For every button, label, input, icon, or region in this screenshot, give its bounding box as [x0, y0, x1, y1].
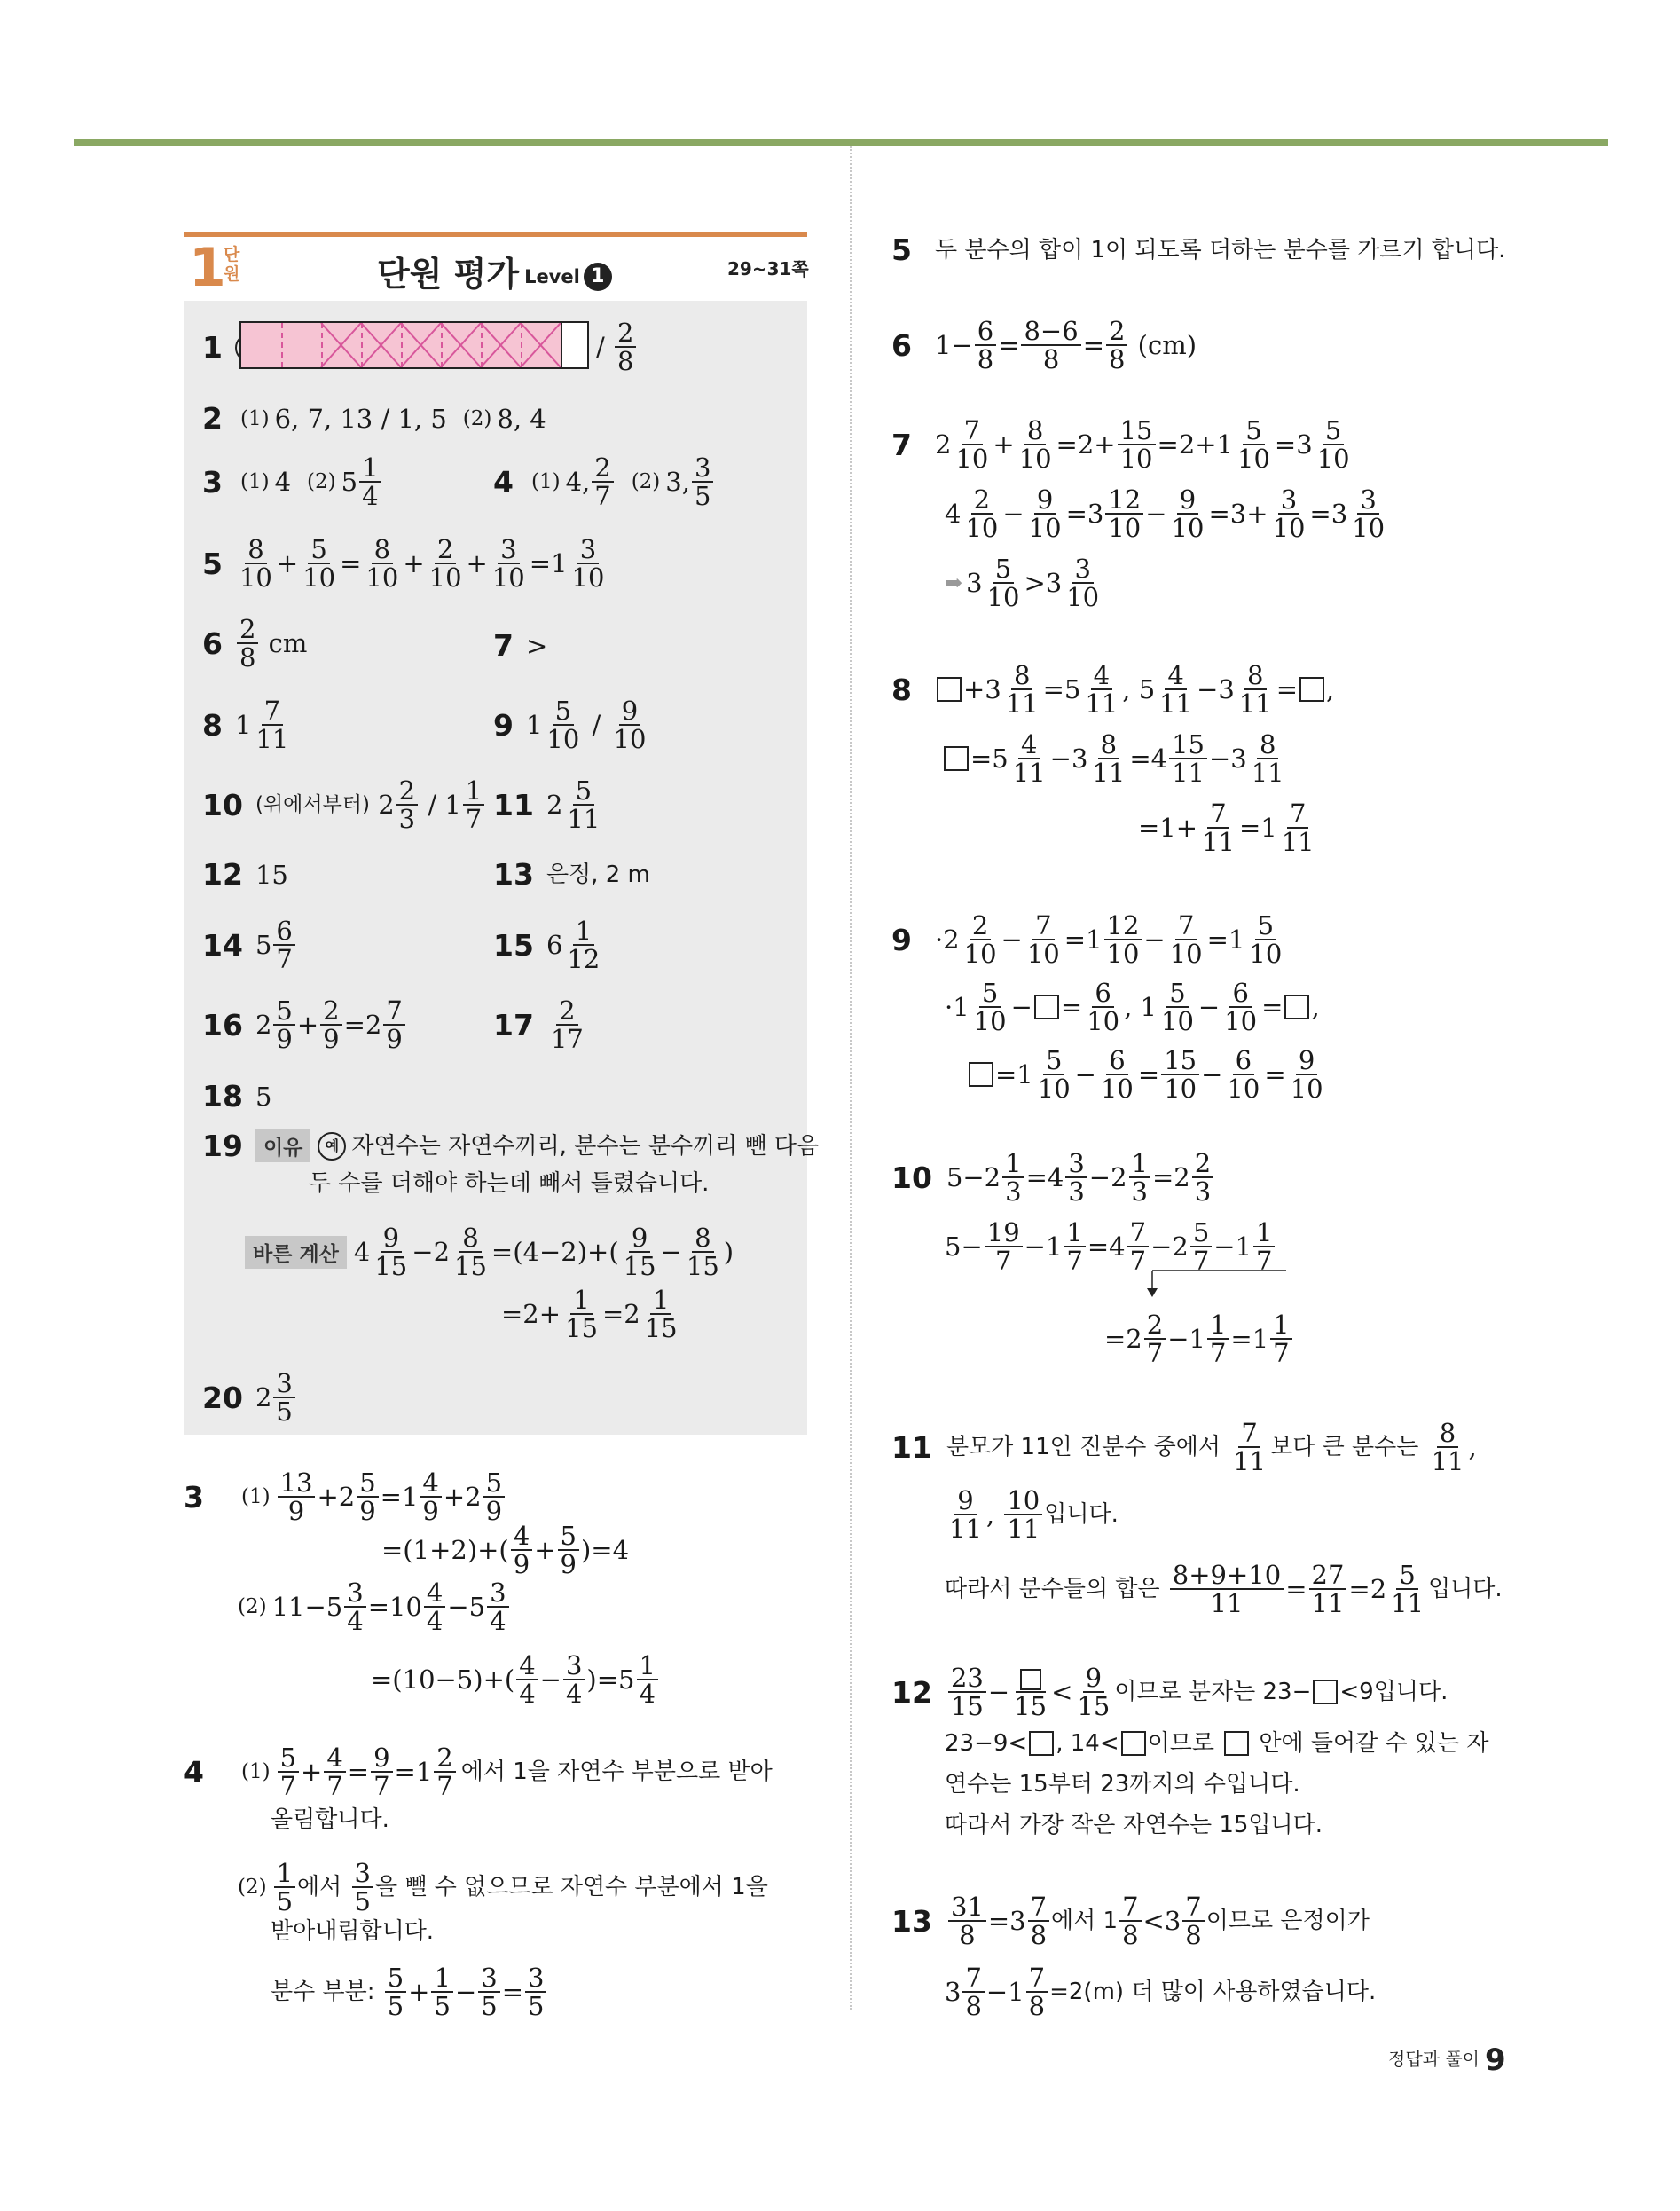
fraction: $\frac{3}{10}$ [1352, 484, 1386, 544]
solution-9-line3: =1 $\frac{5}{10}$ − $\frac{6}{10}$ = $\frac{15}{10}$ − $\frac{6}{10}$ = $\frac{9}{10}$ [967, 1047, 1328, 1103]
summary-q19-reason-line2: 두 수를 더해야 하는데 빼서 틀렸습니다. [309, 1170, 710, 1197]
regroup-bracket [1140, 1269, 1291, 1301]
solution-8-line2: =5 $\frac{4}{11}$ −3 $\frac{8}{11}$ =4 $\frac{15}{11}$ −3 $\frac{8}{11}$ [942, 731, 1289, 787]
fraction: $\frac{5}{9}$ [483, 1469, 505, 1525]
fraction: $\frac{6}{10}$ [1100, 1045, 1134, 1105]
summary-q16: 16 2 $\frac{5}{9}$ + $\frac{2}{9}$ = 2 $\frac{7}{9}$ [202, 997, 407, 1053]
fraction: $\frac{8}{10}$ [239, 534, 272, 594]
fraction-bar-model [239, 321, 589, 369]
fraction: $\frac{6}{10}$ [1224, 978, 1258, 1037]
fraction: $\frac{3}{3}$ [1065, 1150, 1087, 1206]
solution-9-line2: ·1 $\frac{5}{10}$ − = $\frac{6}{10}$ , 1 $\frac{5}{10}$ − $\frac{6}{10}$ = , [945, 978, 1320, 1037]
summary-q18: 18 5 [202, 1079, 272, 1113]
blank-box [1313, 1680, 1338, 1704]
unit-label: 단원 [224, 245, 240, 284]
level-label: Level [524, 265, 580, 287]
fraction: $\frac{5}{10}$ [973, 978, 1007, 1037]
blank-box [944, 746, 969, 771]
solution-12-line3: 연수는 15부터 23까지의 수입니다. [945, 1771, 1300, 1798]
summary-q7: 7 > [493, 628, 548, 663]
page-range: 29~31쪽 [727, 258, 809, 279]
solution-4-line3: (2) $\frac{1}{5}$ 에서 $\frac{3}{5}$ 을 뺄 수 없으므로 자연수 부분에서 1을 [238, 1858, 768, 1917]
fraction: $\frac{9}{11}$ [949, 1485, 982, 1545]
fraction: $\frac{2}{17}$ [550, 995, 584, 1055]
fraction: $\frac{8}{11}$ [1431, 1418, 1464, 1477]
summary-q15: 15 6 $\frac{1}{12}$ [493, 917, 604, 973]
fraction: $\frac{6}{10}$ [1227, 1045, 1260, 1105]
summary-q14: 14 5 $\frac{6}{7}$ [202, 917, 297, 973]
fraction: $\frac{2}{10}$ [965, 484, 999, 544]
fraction: $\frac{3}{5}$ [692, 454, 713, 510]
solution-5: 5 두 분수의 합이 1이 되도록 더하는 분수를 가르기 합니다. [891, 232, 1506, 267]
fraction: $\frac{3}{10}$ [1066, 554, 1100, 613]
right-arrow-icon: ➡ [945, 570, 963, 596]
fraction: $\frac{5}{7}$ [278, 1744, 299, 1800]
summary-q9: 9 1 $\frac{5}{10}$ / $\frac{9}{10}$ [493, 697, 650, 753]
fraction: $\frac{3}{4}$ [487, 1579, 508, 1635]
blank-box [1299, 677, 1324, 702]
solution-9-line1: 9 ·2 $\frac{2}{10}$ − $\frac{7}{10}$ =1 $\frac{12}{10}$ − $\frac{7}{10}$ =1 $\frac{5}{10}$ [891, 912, 1286, 968]
summary-q1-answer: / $\frac{2}{8}$ [596, 319, 638, 375]
fraction: $\frac{8}{11}$ [1005, 660, 1039, 720]
fraction: $\frac{1}{15}$ [565, 1285, 598, 1344]
solution-6: 6 1− $\frac{6}{8}$ = $\frac{8-6}{8}$ = $\frac{2}{8}$ (cm) [891, 316, 1197, 375]
fraction: $\frac{1}{7}$ [1253, 1219, 1275, 1275]
fraction: $\frac{2}{3}$ [396, 777, 418, 833]
fraction: $\frac{2}{10}$ [428, 534, 462, 594]
fraction: $\frac{7}{7}$ [1127, 1219, 1149, 1275]
level-badge: 1 [584, 263, 612, 291]
summary-q12: 12 15 [202, 857, 288, 892]
solution-3-line2: =(1+2)+( $\frac{4}{9}$ + $\frac{5}{9}$ )=4 [381, 1521, 630, 1580]
fraction: $\frac{7}{11}$ [1202, 799, 1235, 858]
blank-box [969, 1062, 993, 1087]
fraction: $\frac{6}{10}$ [1087, 978, 1120, 1037]
fraction: $\frac{7}{9}$ [383, 997, 404, 1053]
fraction: $\frac{1}{5}$ [431, 1964, 452, 2020]
fraction: $\frac{9}{10}$ [1171, 484, 1205, 544]
summary-q19: 19 이유 예 자연수는 자연수끼리, 분수는 분수끼리 뺀 다음 [202, 1129, 820, 1163]
solution-12-line1: 12 $\frac{23}{15}$ − 15 < $\frac{9}{15}$ 이므로 분자는 23− <9입니다. [891, 1663, 1448, 1722]
fraction: $\frac{9}{10}$ [613, 696, 647, 755]
cross-marks [241, 323, 587, 367]
summary-q13: 13 은정, 2 m [493, 857, 650, 892]
fraction: $\frac{5}{10}$ [1249, 910, 1283, 970]
blank-box [1284, 995, 1309, 1019]
fraction: $\frac{10}{11}$ [1004, 1487, 1042, 1543]
footer-label: 정답과 풀이 [1388, 2048, 1480, 2070]
fraction: $\frac{8}{15}$ [686, 1223, 719, 1282]
fraction: $\frac{2}{9}$ [320, 997, 341, 1053]
fraction: $\frac{1}{7}$ [1207, 1311, 1229, 1367]
fraction: $\frac{1}{3}$ [1002, 1150, 1024, 1206]
fraction: $\frac{8}{15}$ [454, 1223, 487, 1282]
fraction: $\frac{9}{15}$ [623, 1223, 656, 1282]
fraction: $\frac{9}{10}$ [1290, 1045, 1323, 1105]
solution-4-line1: 4 (1) $\frac{5}{7}$ + $\frac{4}{7}$ = $\frac{9}{7}$ =1 $\frac{2}{7}$ 에서 1을 자연수 부분으로 받아 [184, 1743, 773, 1802]
summary-q11: 11 2 $\frac{5}{11}$ [493, 777, 604, 833]
fraction: $\frac{7}{10}$ [1169, 910, 1203, 970]
fraction: $\frac{7}{10}$ [955, 415, 989, 475]
summary-q6: 6 $\frac{2}{8}$ cm [202, 614, 308, 673]
fraction: $\frac{4}{4}$ [424, 1579, 445, 1635]
fraction: $\frac{31}{8}$ [948, 1893, 986, 1949]
blank-box [1121, 1731, 1146, 1756]
summary-q10: 10 (위에서부터) 2 $\frac{2}{3}$ / 1 $\frac{1}{7}$ [202, 777, 486, 833]
solution-12-line2: 23−9< , 14< 이므로 안에 들어갈 수 있는 자 [945, 1730, 1489, 1757]
summary-q19-calc-line2: =2+ $\frac{1}{15}$ =2 $\frac{1}{15}$ [501, 1286, 682, 1342]
fraction: $\frac{3}{10}$ [571, 534, 605, 594]
fraction: $\frac{8}{11}$ [1092, 729, 1126, 789]
box-title: 단원 평가 Level 1 [377, 247, 612, 295]
fraction: $\frac{4}{11}$ [1159, 660, 1193, 720]
fraction: $\frac{3}{10}$ [491, 534, 525, 594]
fraction: $\frac{5}{5}$ [385, 1964, 406, 2020]
fraction: $\frac{3}{10}$ [1272, 484, 1306, 544]
fraction: $\frac{13}{9}$ [278, 1469, 316, 1525]
fraction: $\frac{5}{10}$ [1037, 1045, 1071, 1105]
summary-q5: 5 $\frac{8}{10}$ + $\frac{5}{10}$ = $\frac{8}{10}$ + $\frac{2}{10}$ + $\frac{3}{10}$ = 1 $\frac{3}{10}$ [202, 536, 608, 592]
summary-q19-calc: 바른 계산 4 $\frac{9}{15}$ − 2 $\frac{8}{15}$ =(4−2)+( $\frac{9}{15}$ − $\frac{8}{15}$ ) [245, 1224, 734, 1280]
fraction: $\frac{7}{8}$ [962, 1964, 984, 2020]
solution-11-line3: 따라서 분수들의 합은 $\frac{8+9+10}{11}$ = $\frac{27}{11}$ =2 $\frac{5}{11}$ 입니다. [945, 1560, 1503, 1619]
fraction: $\frac{5}{10}$ [986, 554, 1020, 613]
column-divider [850, 146, 852, 2010]
fraction: $\frac{1}{15}$ [644, 1285, 678, 1344]
solution-7-line3: ➡ 3 $\frac{5}{10}$ >3 $\frac{3}{10}$ [945, 555, 1103, 611]
fraction: $\frac{8}{11}$ [1251, 729, 1284, 789]
solution-10-line2: 5− $\frac{19}{7}$ −1 $\frac{1}{7}$ =4 $\frac{7}{7}$ −2 $\frac{5}{7}$ −1 $\frac{1}{7}$ [945, 1219, 1276, 1275]
fraction: $\frac{5}{10}$ [1316, 415, 1350, 475]
fraction: $\frac{23}{15}$ [948, 1664, 986, 1720]
calc-tag: 바른 계산 [245, 1236, 347, 1269]
fraction: $\frac{2}{7}$ [592, 454, 613, 510]
fraction: $\frac{7}{8}$ [1119, 1893, 1141, 1949]
fraction: $\frac{15}{10}$ [1118, 417, 1156, 473]
fraction: $\frac{5}{9}$ [273, 997, 294, 1053]
unit-number: 1 [189, 237, 226, 299]
fraction: $\frac{3}{5}$ [525, 1964, 546, 2020]
blank-box [937, 677, 962, 702]
fraction: $\frac{2}{7}$ [434, 1744, 455, 1800]
solution-10-line1: 10 5−2 $\frac{1}{3}$ =4 $\frac{3}{3}$ −2 $\frac{1}{3}$ =2 $\frac{2}{3}$ [891, 1150, 1215, 1206]
fraction: $\frac{7}{8}$ [1182, 1893, 1204, 1949]
fraction: $\frac{8}{11}$ [1238, 660, 1272, 720]
fraction: $\frac{5}{10}$ [1161, 978, 1194, 1037]
solution-3-line4: =(10−5)+( $\frac{4}{4}$ − $\frac{3}{4}$ )=5 $\frac{1}{4}$ [371, 1652, 660, 1708]
fraction: $\frac{5}{11}$ [1391, 1560, 1425, 1619]
fraction: $\frac{8-6}{8}$ [1021, 318, 1080, 374]
fraction: $\frac{2}{8}$ [1106, 318, 1127, 374]
summary-q1: 1 [202, 330, 269, 365]
fraction: $\frac{1}{3}$ [1129, 1150, 1150, 1206]
fraction: $\frac{7}{8}$ [1026, 1964, 1048, 2020]
fraction: $\frac{1}{7}$ [1270, 1311, 1291, 1367]
fraction: $\frac{27}{11}$ [1309, 1562, 1347, 1617]
summary-q4: 4 (1) 4, $\frac{2}{7}$ (2) 3, $\frac{3}{5}$ [493, 454, 715, 510]
fraction: $\frac{9}{7}$ [371, 1744, 392, 1800]
fraction: $\frac{5}{10}$ [302, 534, 336, 594]
fraction: $\frac{7}{8}$ [1028, 1893, 1049, 1949]
fraction: $\frac{15}{10}$ [1161, 1047, 1199, 1103]
blank-box [1029, 1731, 1054, 1756]
fraction: $\frac{9}{15}$ [1077, 1663, 1111, 1722]
summary-q17: 17 $\frac{2}{17}$ [493, 997, 588, 1053]
solution-11-line1: 11 분모가 11인 진분수 중에서 $\frac{7}{11}$ 보다 큰 분수는 $\frac{8}{11}$ , [891, 1418, 1477, 1477]
fraction: $\frac{19}{7}$ [985, 1219, 1023, 1275]
solution-7-line1: 7 2 $\frac{7}{10}$ + $\frac{8}{10}$ =2+ $\frac{15}{10}$ =2+1 $\frac{5}{10}$ =3 $\frac{5}{10}$ [891, 417, 1354, 473]
solution-13-line1: 13 $\frac{31}{8}$ =3 $\frac{7}{8}$ 에서 1 $\frac{7}{8}$ <3 $\frac{7}{8}$ 이므로 은정이가 [891, 1892, 1370, 1951]
fraction: $\frac{7}{11}$ [255, 696, 289, 755]
fraction: $\frac{8}{10}$ [365, 534, 399, 594]
fraction: $\frac{1}{4}$ [359, 454, 381, 510]
fraction: $\frac{3}{5}$ [478, 1964, 499, 2020]
fraction: $\frac{5}{7}$ [1190, 1219, 1212, 1275]
fraction: $\frac{1}{4}$ [637, 1652, 658, 1708]
fraction: $\frac{1}{7}$ [463, 777, 484, 833]
page-footer [1388, 2042, 1506, 2078]
fraction: $\frac{1}{12}$ [567, 916, 601, 975]
fraction: $\frac{3}{4}$ [344, 1579, 365, 1635]
top-rule [74, 139, 1608, 146]
fraction: $\frac{7}{10}$ [1026, 910, 1060, 970]
fraction: $\frac{9}{10}$ [1028, 484, 1062, 544]
blank-box [1224, 1731, 1249, 1756]
fraction: $\frac{12}{10}$ [1104, 912, 1142, 968]
fraction: 15 [1011, 1664, 1049, 1720]
summary-q8: 8 1 $\frac{7}{11}$ [202, 697, 293, 753]
solution-4-line4: 받아내림합니다. [271, 1918, 435, 1945]
fraction: $\frac{2}{3}$ [1192, 1150, 1213, 1206]
solution-3-line3: (2) 11−5 $\frac{3}{4}$ =10 $\frac{4}{4}$ −5 $\frac{3}{4}$ [232, 1579, 511, 1635]
solution-11-line2: $\frac{9}{11}$ , $\frac{10}{11}$ 입니다. [945, 1487, 1119, 1543]
fraction: $\frac{2}{8}$ [237, 616, 258, 672]
fraction: $\frac{6}{7}$ [273, 917, 294, 973]
fraction: $\frac{7}{11}$ [1281, 799, 1315, 858]
fraction: $\frac{2}{8}$ [615, 319, 636, 375]
solution-4-line2: 올림합니다. [271, 1806, 389, 1833]
solution-3-line1: 3 (1) $\frac{13}{9}$ +2 $\frac{5}{9}$ =1 $\frac{4}{9}$ +2 $\frac{5}{9}$ [184, 1469, 506, 1525]
fraction: $\frac{5}{11}$ [567, 775, 601, 835]
fraction: $\frac{4}{4}$ [516, 1652, 538, 1708]
fraction: $\frac{4}{11}$ [1085, 660, 1119, 720]
fraction: $\frac{5}{9}$ [357, 1469, 378, 1525]
fraction: $\frac{3}{5}$ [273, 1370, 294, 1426]
summary-q2: 2 (1) 6, 7, 13 / 1, 5 (2) 8, 4 [202, 401, 546, 436]
solution-13-line2: 3 $\frac{7}{8}$ −1 $\frac{7}{8}$ =2(m) 더 많이 사용하였습니다. [945, 1963, 1377, 2022]
fraction: $\frac{4}{7}$ [324, 1744, 345, 1800]
fraction: $\frac{8}{10}$ [1018, 415, 1052, 475]
fraction: $\frac{1}{5}$ [274, 1860, 295, 1916]
fraction: $\frac{2}{7}$ [1144, 1311, 1166, 1367]
solution-8-line1: 8 +3 $\frac{8}{11}$ =5 $\frac{4}{11}$ , 5 $\frac{4}{11}$ −3 $\frac{8}{11}$ = , [891, 660, 1335, 720]
solution-7-line2: 4 $\frac{2}{10}$ − $\frac{9}{10}$ =3 $\frac{12}{10}$ − $\frac{9}{10}$ =3+ $\frac{3}{10}$ =3 $\frac{3}{10}$ [945, 486, 1389, 542]
blank-box [1034, 995, 1059, 1019]
solution-10-line3: =2 $\frac{2}{7}$ −1 $\frac{1}{7}$ =1 $\frac{1}{7}$ [1104, 1311, 1294, 1367]
fraction: $\frac{5}{9}$ [558, 1523, 579, 1578]
summary-q20: 20 2 $\frac{3}{5}$ [202, 1370, 297, 1426]
solution-12-line4: 따라서 가장 작은 자연수는 15입니다. [945, 1812, 1323, 1838]
fraction: $\frac{4}{9}$ [420, 1469, 441, 1525]
fraction: $\frac{8+9+10}{11}$ [1170, 1562, 1284, 1617]
summary-q3: 3 (1) 4 (2) 5 $\frac{1}{4}$ [202, 454, 383, 510]
page-number: 9 [1484, 2042, 1506, 2078]
reason-tag: 이유 [255, 1129, 310, 1162]
fraction: $\frac{4}{11}$ [1012, 729, 1046, 789]
fraction: $\frac{5}{10}$ [1237, 415, 1270, 475]
fraction: $\frac{9}{15}$ [374, 1223, 408, 1282]
solution-8-line3: =1+ $\frac{7}{11}$ =1 $\frac{7}{11}$ [1138, 800, 1319, 856]
fraction: $\frac{1}{7}$ [1064, 1219, 1085, 1275]
solution-4-line5: 분수 부분: $\frac{5}{5}$ + $\frac{1}{5}$ − $\frac{3}{5}$ = $\frac{3}{5}$ [271, 1964, 548, 2020]
fraction: $\frac{15}{11}$ [1169, 731, 1207, 787]
fraction: $\frac{12}{10}$ [1105, 486, 1143, 542]
fraction: $\frac{4}{9}$ [511, 1523, 532, 1578]
fraction: $\frac{6}{8}$ [975, 318, 996, 374]
fraction: $\frac{5}{10}$ [546, 696, 580, 755]
fraction: $\frac{7}{11}$ [1233, 1418, 1267, 1477]
fraction: $\frac{2}{10}$ [963, 910, 997, 970]
fraction: $\frac{3}{4}$ [563, 1652, 585, 1708]
fraction: $\frac{3}{5}$ [352, 1860, 373, 1916]
blank-box [1020, 1669, 1041, 1690]
